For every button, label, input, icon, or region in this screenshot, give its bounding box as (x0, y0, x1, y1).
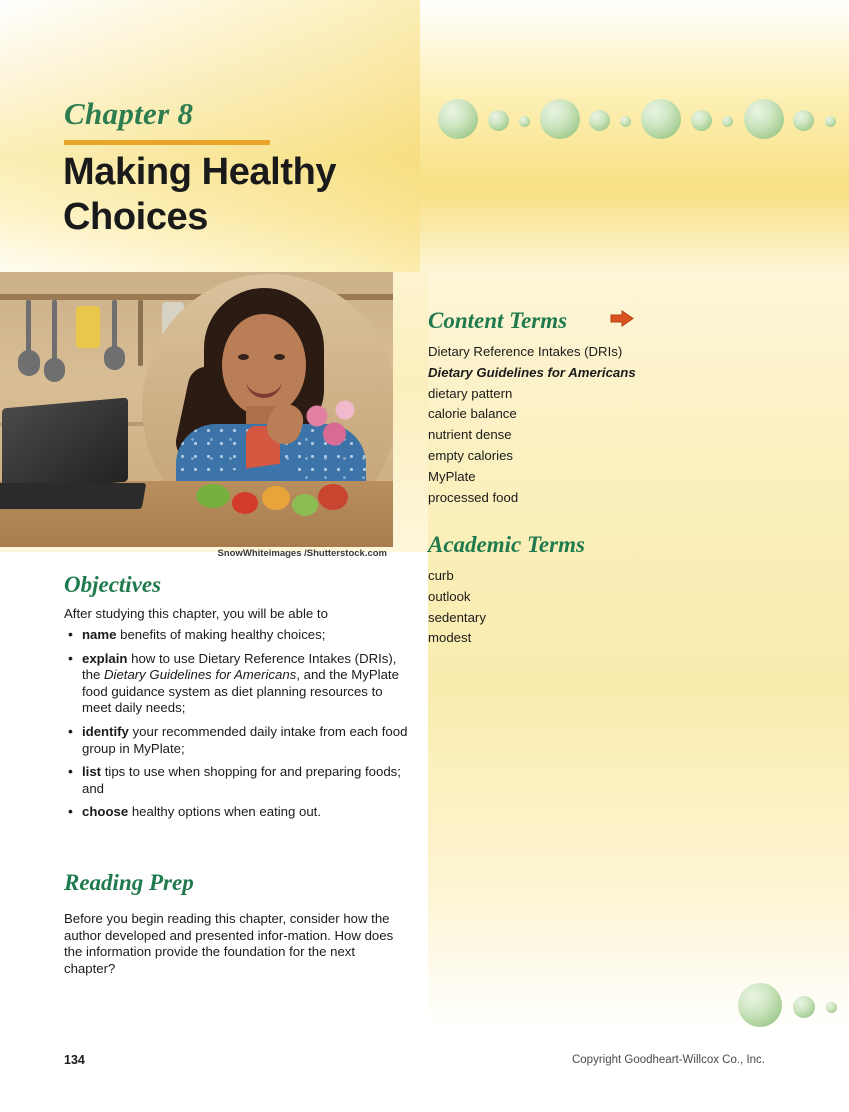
portrait-eye (274, 354, 285, 360)
list-item: calorie balance (428, 406, 517, 422)
list-item (64, 627, 409, 644)
objective-text: tips to use when shopping for and preparing foods; and (82, 764, 401, 796)
photo-vegetable (292, 494, 318, 516)
reading-prep-heading: Reading Prep (64, 870, 194, 895)
photo-credit: SnowWhiteimages /Shutterstock.com (217, 548, 387, 559)
photo-vegetable (196, 484, 230, 508)
list-item: MyPlate (428, 468, 476, 484)
decorative-dot (793, 110, 814, 131)
photo-vegetable (318, 484, 348, 510)
list-item (64, 651, 409, 717)
list-item: sedentary (428, 609, 486, 625)
objective-text: your recommended daily intake from each food group in MyPlate; (82, 723, 408, 756)
reading-prep-text: Before you begin reading this chapter, consider how the author developed and presented infor-mation. How does the information provide the foundation for the next chapter? (64, 911, 394, 976)
decorative-dot (589, 110, 610, 131)
chapter-photo (0, 272, 393, 547)
photo-flowers (296, 392, 366, 452)
decorative-dot (793, 996, 815, 1018)
objective-text-continued: , and the MyPlate food guidance system as diet planning resources to meet daily needs; (82, 667, 399, 716)
page-title: Making Healthy Choices (63, 151, 337, 238)
chapter-label: Chapter 8 (64, 96, 194, 131)
arrow-right-icon[interactable] (610, 309, 634, 331)
list-item: dietary pattern (428, 385, 513, 401)
objective-italic-title: Dietary Guidelines for Americans (104, 667, 297, 683)
list-item: modest (428, 630, 472, 646)
list-item (64, 724, 409, 757)
photo-utensil (44, 358, 65, 382)
photo-utensil (138, 300, 143, 366)
page-number: 134 (64, 1053, 85, 1067)
objective-text: benefits of making healthy choices; (116, 627, 326, 642)
list-item: Dietary Guidelines for Americans (428, 364, 636, 380)
photo-jar (76, 306, 100, 348)
list-item: nutrient dense (428, 427, 512, 443)
photo-laptop-screen (2, 397, 128, 492)
decorative-dot (722, 116, 733, 127)
content-terms-heading: Content Terms (428, 308, 568, 333)
objective-lead: identify (82, 723, 129, 739)
decorative-dot (825, 116, 836, 127)
top-banner-right-background (420, 0, 849, 272)
decorative-dot (738, 983, 782, 1027)
objective-text: healthy options when eating out. (128, 804, 321, 820)
decorative-dot (641, 99, 681, 139)
chapter-divider-rule (64, 140, 270, 145)
list-item: outlook (428, 588, 471, 604)
portrait-face (222, 314, 306, 416)
objective-lead: choose (82, 804, 129, 820)
list-item (64, 764, 409, 797)
content-terms-list (428, 342, 728, 508)
list-item: curb (428, 568, 454, 583)
photo-utensil (104, 346, 125, 370)
objective-text: how to use Dietary Reference Intakes (DRIs), the (82, 650, 397, 683)
objectives-list (64, 627, 409, 828)
photo-vegetable (262, 486, 290, 510)
decorative-dot (438, 99, 478, 139)
objectives-heading: Objectives (64, 572, 162, 597)
list-item: Dietary Reference Intakes (DRIs) (428, 344, 623, 359)
objectives-intro: After studying this chapter, you will be able to (64, 606, 328, 621)
decorative-dot (519, 116, 530, 127)
decorative-dot (620, 116, 631, 127)
decorative-dot (826, 1002, 837, 1013)
photo-laptop-base (0, 483, 146, 509)
academic-terms-list (428, 566, 728, 649)
list-item (64, 804, 409, 821)
photo-vegetable (232, 492, 258, 514)
list-item: processed food (428, 489, 519, 505)
decorative-dot (691, 110, 712, 131)
decorative-dot (744, 99, 784, 139)
photo-utensil (18, 350, 40, 376)
objective-lead: explain (82, 650, 128, 666)
academic-terms-heading: Academic Terms (428, 532, 585, 557)
decorative-dot (540, 99, 580, 139)
objective-lead: list (82, 764, 102, 780)
portrait-eye (238, 354, 249, 360)
list-item: empty calories (428, 447, 514, 463)
decorative-dot (488, 110, 509, 131)
copyright-notice: Copyright Goodheart-Willcox Co., Inc. (571, 1054, 765, 1066)
objective-lead: name (82, 627, 117, 642)
